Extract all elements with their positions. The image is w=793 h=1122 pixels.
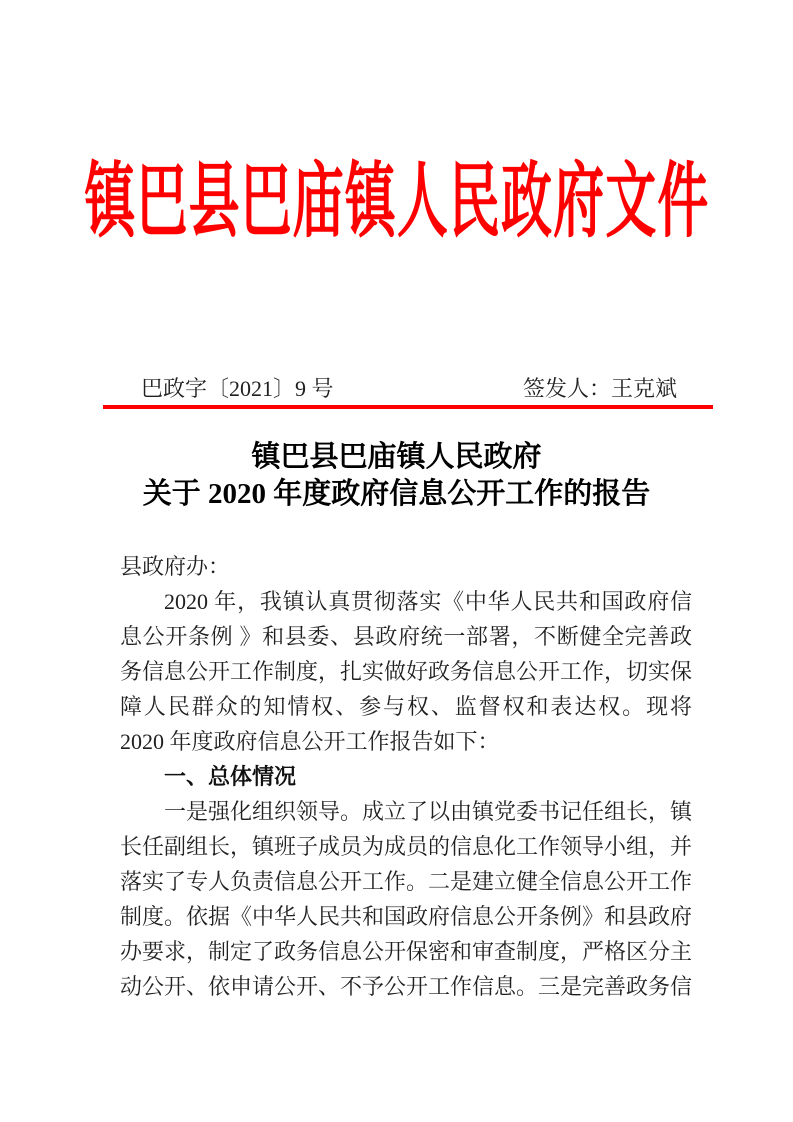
issuer <box>523 375 677 403</box>
doc-number: 巴政字〔2021〕9 号 <box>141 376 334 401</box>
issuer-name: 王克斌 <box>610 376 677 401</box>
document-body <box>120 549 692 1004</box>
letterhead <box>0 0 793 248</box>
doc-title-line2: 关于 2020 年度政府信息公开工作的报告 <box>142 478 651 510</box>
doc-title <box>0 439 793 513</box>
section1-heading: 一、总体情况 <box>164 764 297 789</box>
letterhead-title: 镇巴县巴庙镇人民政府文件 <box>84 156 709 247</box>
salutation: 县政府办： <box>120 554 231 579</box>
docinfo-row <box>103 375 713 403</box>
section1-paragraph: 一是强化组织领导。成立了以由镇党委书记任组长，镇长任副组长，镇班子成员为成员的信息化工作领导小组，并落实了专人负责信息公开工作。二是建立健全信息公开工作制度。依据《中华人民共和国政府信息公开条例》和县政府办要求，制定了政务信息公开保密和审查制度，严格区分主动公开、依申请公开、不予公开工作信息。三是完善政务信 <box>120 799 693 999</box>
doc-title-line1: 镇巴县巴庙镇人民政府 <box>251 441 542 473</box>
issuer-label: 签发人： <box>522 376 611 401</box>
red-divider <box>103 405 713 409</box>
intro-paragraph: 2020 年，我镇认真贯彻落实《中华人民共和国政府信息公开条例 》和县委、县政府统一部署，不断健全完善政务信息公开工作制度，扎实做好政务信息公开工作，切实保障人民群众的知情权、参与权、监督权和表达权。现将 2020 年度政府信息公开工作报告如下： <box>120 589 693 754</box>
